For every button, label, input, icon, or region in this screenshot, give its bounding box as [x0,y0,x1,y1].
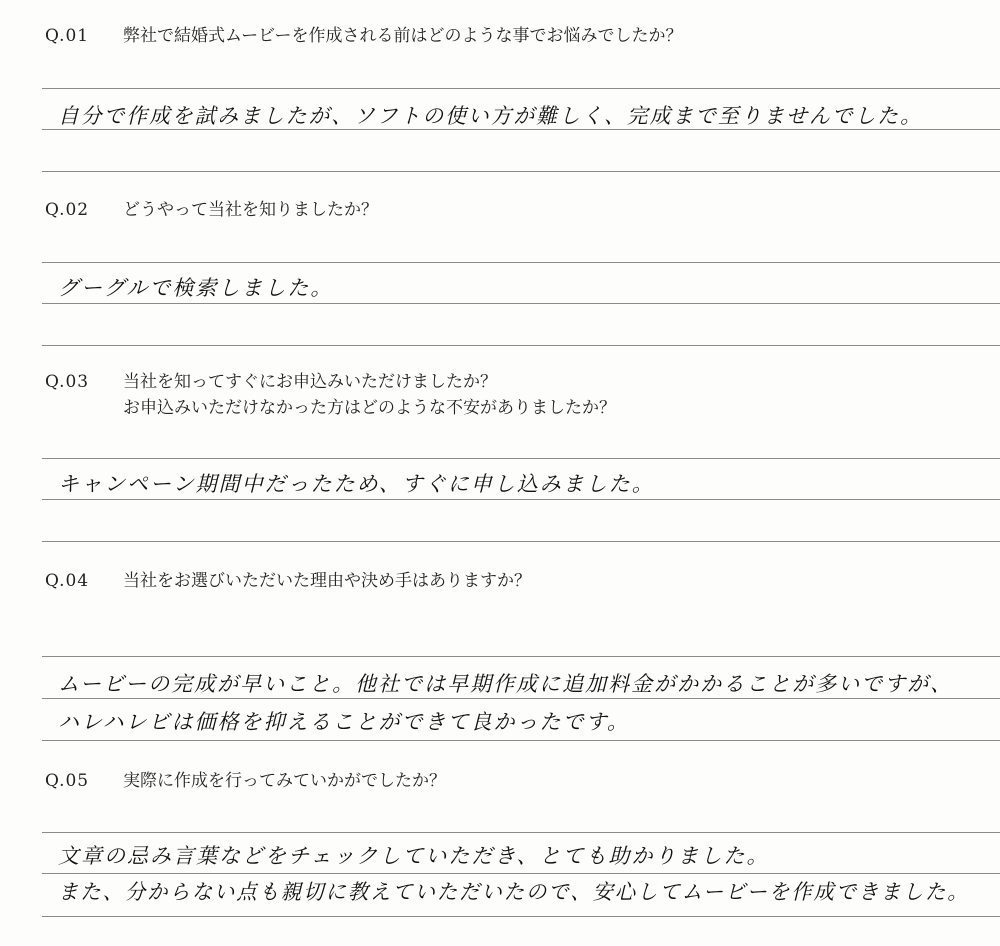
answer-5-line-1: 文章の忌み言葉などをチェックしていただき、とても助かりました。 [58,844,770,868]
question-4 [45,568,531,594]
answer-rule [42,129,1000,130]
answer-rule [42,698,1000,699]
answer-5-line-2: また、分からない点も親切に教えていただいたので、安心してムービーを作成できました。 [58,880,970,904]
answer-rule [42,88,1000,89]
answer-rule [42,832,1000,833]
question-number: Q.04 [45,571,90,591]
answer-4-line-2: ハレハレビは価格を抑えることができて良かったです。 [58,710,630,734]
answer-rule [42,499,1000,500]
answer-rule [42,171,1000,172]
answer-rule [42,916,1000,917]
answer-rule [42,656,1000,657]
answer-rule [42,345,1000,346]
question-text: お申込みいただけなかった方はどのような不安がありましたか？ [123,398,616,418]
answer-rule [42,303,1000,304]
answer-rule [42,873,1000,874]
question-1 [45,23,682,49]
question-number: Q.05 [45,771,90,791]
question-2 [45,197,378,223]
answer-rule [42,541,1000,542]
answer-2-line-1: グーグルで検索しました。 [58,276,334,300]
answer-rule [42,458,1000,459]
question-text: 当社をお選びいただいた理由や決め手はありますか？ [123,571,531,591]
question-number: Q.03 [45,372,90,392]
question-text: 弊社で結婚式ムービーを作成される前はどのような事でお悩みでしたか？ [123,26,683,46]
answer-4-line-1: ムービーの完成が早いこと。他社では早期作成に追加料金がかかることが多いですが、 [58,672,954,696]
question-3 [45,369,616,421]
question-text: どうやって当社を知りましたか？ [123,200,378,220]
question-text: 実際に作成を行ってみていかがでしたか？ [123,771,446,791]
question-number: Q.01 [45,26,90,46]
answer-rule [42,262,1000,263]
question-number: Q.02 [45,200,90,220]
answer-rule [42,740,1000,741]
question-5 [45,768,446,794]
question-text: 当社を知ってすぐにお申込みいただけましたか？ [123,372,497,392]
answer-3-line-1: キャンペーン期間中だったため、すぐに申し込みました。 [58,472,655,496]
answer-1-line-1: 自分で作成を試みましたが、ソフトの使い方が難しく、完成まで至りませんでした。 [58,104,923,128]
